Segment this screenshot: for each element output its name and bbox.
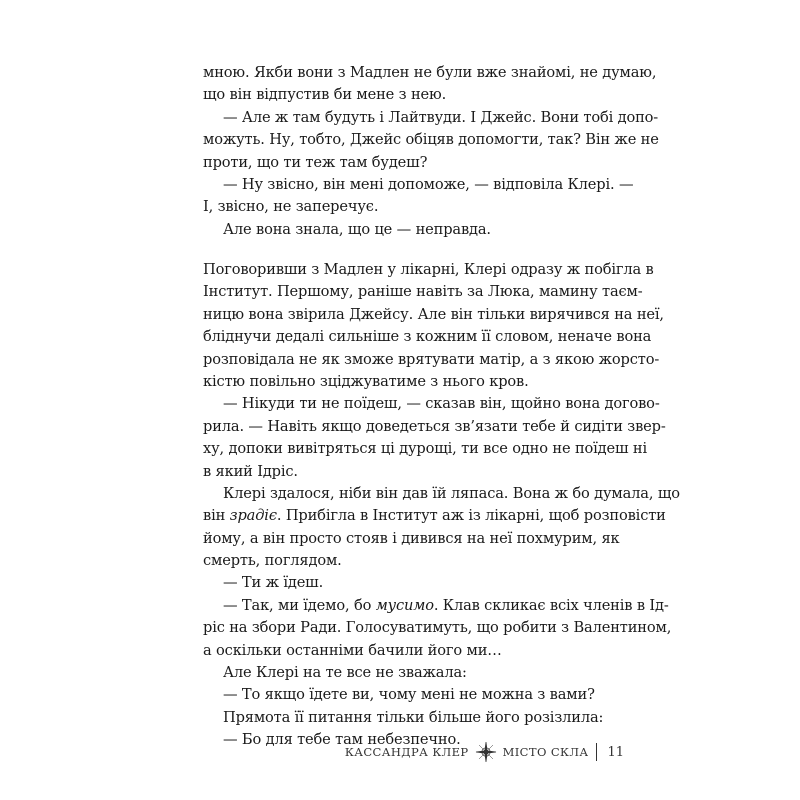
text-run: Поговоривши з Мадлен у лікарні, Клері одразу ж побігла в — [203, 261, 654, 278]
text-run: рила. — Навіть якщо доведеться зв’язати тебе й сидіти звер- — [203, 417, 666, 435]
text-line — [203, 662, 600, 684]
text-run: бліднучи дедалі сильніше з кожним її словом, неначе вона — [203, 328, 652, 346]
text-run: він — [203, 507, 230, 525]
text-line — [203, 483, 680, 505]
text-run: ху, допоки вивітряться ці дурощі, ти все одно не поїдеш ні — [203, 440, 647, 458]
footer-author: КАССАНДРА КЛЕР — [344, 745, 469, 759]
text-line — [203, 219, 600, 241]
text-line — [203, 84, 600, 106]
text-line — [203, 107, 659, 129]
text-line — [203, 174, 634, 196]
text-line — [203, 617, 672, 639]
text-run: . Прибігла в Інститут аж із лікарні, щоб розповісти — [276, 507, 666, 525]
text-line — [203, 640, 600, 662]
text-line — [203, 595, 669, 617]
text-line — [203, 572, 600, 594]
footer-book-title: МІСТО СКЛА — [502, 745, 589, 759]
text-line — [203, 528, 620, 550]
text-run: — Так, ми їдемо, бо — [223, 596, 376, 614]
text-run: ницю вона звірила Джейсу. Але він тільки вирячився на неї, — [203, 305, 664, 323]
text-line — [203, 371, 600, 393]
page-number: 11 — [607, 744, 624, 760]
text-line — [203, 129, 659, 151]
text-run: ріс на збори Ради. Голосуватимуть, що робити з Валентином, — [203, 619, 672, 637]
text-line — [203, 304, 664, 326]
running-footer — [345, 741, 624, 763]
text-run: йому, а він просто стояв і дивився на неї похмурим, як — [203, 529, 620, 547]
text-run: Прямота її питання тільки більше його розізлила: — [223, 708, 604, 726]
text-line — [203, 152, 600, 174]
text-line — [203, 326, 652, 348]
text-run: — Ти ж їдеш. — [223, 574, 324, 592]
text-line — [203, 349, 660, 371]
text-run: Інститут. Першому, раніше навіть за Люка, мамину таєм- — [203, 283, 643, 301]
text-line — [203, 259, 654, 281]
text-run: Але Клері на те все не зважала: — [223, 664, 467, 682]
text-run: а оскільки останніми бачили його ми… — [203, 641, 502, 659]
text-line — [203, 196, 600, 218]
text-run: Але вона знала, що це — неправда. — [223, 220, 491, 238]
text-line — [203, 505, 666, 527]
text-run: . Клав скликає всіх членів в Ід- — [433, 596, 669, 614]
text-run: розповідала не як зможе врятувати матір, а з якою жорсто- — [203, 350, 660, 368]
text-run: Клері здалося, ніби він дав їй ляпаса. Вона ж бо думала, що — [223, 484, 680, 502]
text-run: мною. Якби вони з Мадлен не були вже знайомі, не думаю, — [203, 64, 657, 81]
text-line — [203, 438, 647, 460]
text-line — [203, 281, 643, 303]
footer-divider — [596, 743, 597, 761]
text-run: можуть. Ну, тобто, Джейс обіцяв допомогти, так? Він же не — [203, 131, 659, 149]
text-run: І, звісно, не заперечує. — [203, 198, 379, 216]
text-run: — Але ж там будуть і Лайтвуди. І Джейс. Вони тобі допо- — [223, 108, 659, 126]
text-run: — Нікуди ти не поїдеш, — сказав він, щойно вона догово- — [223, 395, 660, 413]
text-run: — То якщо їдете ви, чому мені не можна з вами? — [223, 686, 595, 704]
text-run: кістю повільно зціджуватиме з нього кров. — [203, 372, 529, 390]
text-line — [203, 62, 657, 84]
text-block-dialogue — [203, 62, 659, 241]
text-line — [203, 550, 600, 572]
text-run: в який Ідріс. — [203, 462, 298, 480]
italic-emphasis: зрадіє — [229, 507, 277, 525]
text-run: що він відпустив би мене з нею. — [203, 86, 447, 104]
text-run: — Бо для тебе там небезпечно. — [223, 731, 461, 749]
text-line — [203, 416, 666, 438]
text-line — [203, 684, 600, 706]
text-run: смерть, поглядом. — [203, 552, 342, 570]
text-line — [203, 461, 600, 483]
text-run: проти, що ти теж там будеш? — [203, 153, 428, 171]
italic-emphasis: мусимо — [375, 596, 434, 614]
text-run: — Ну звісно, він мені допоможе, — відповіла Клері. — — [223, 175, 634, 193]
text-line — [203, 707, 604, 729]
text-line — [203, 393, 660, 415]
compass-star-icon — [475, 741, 497, 763]
